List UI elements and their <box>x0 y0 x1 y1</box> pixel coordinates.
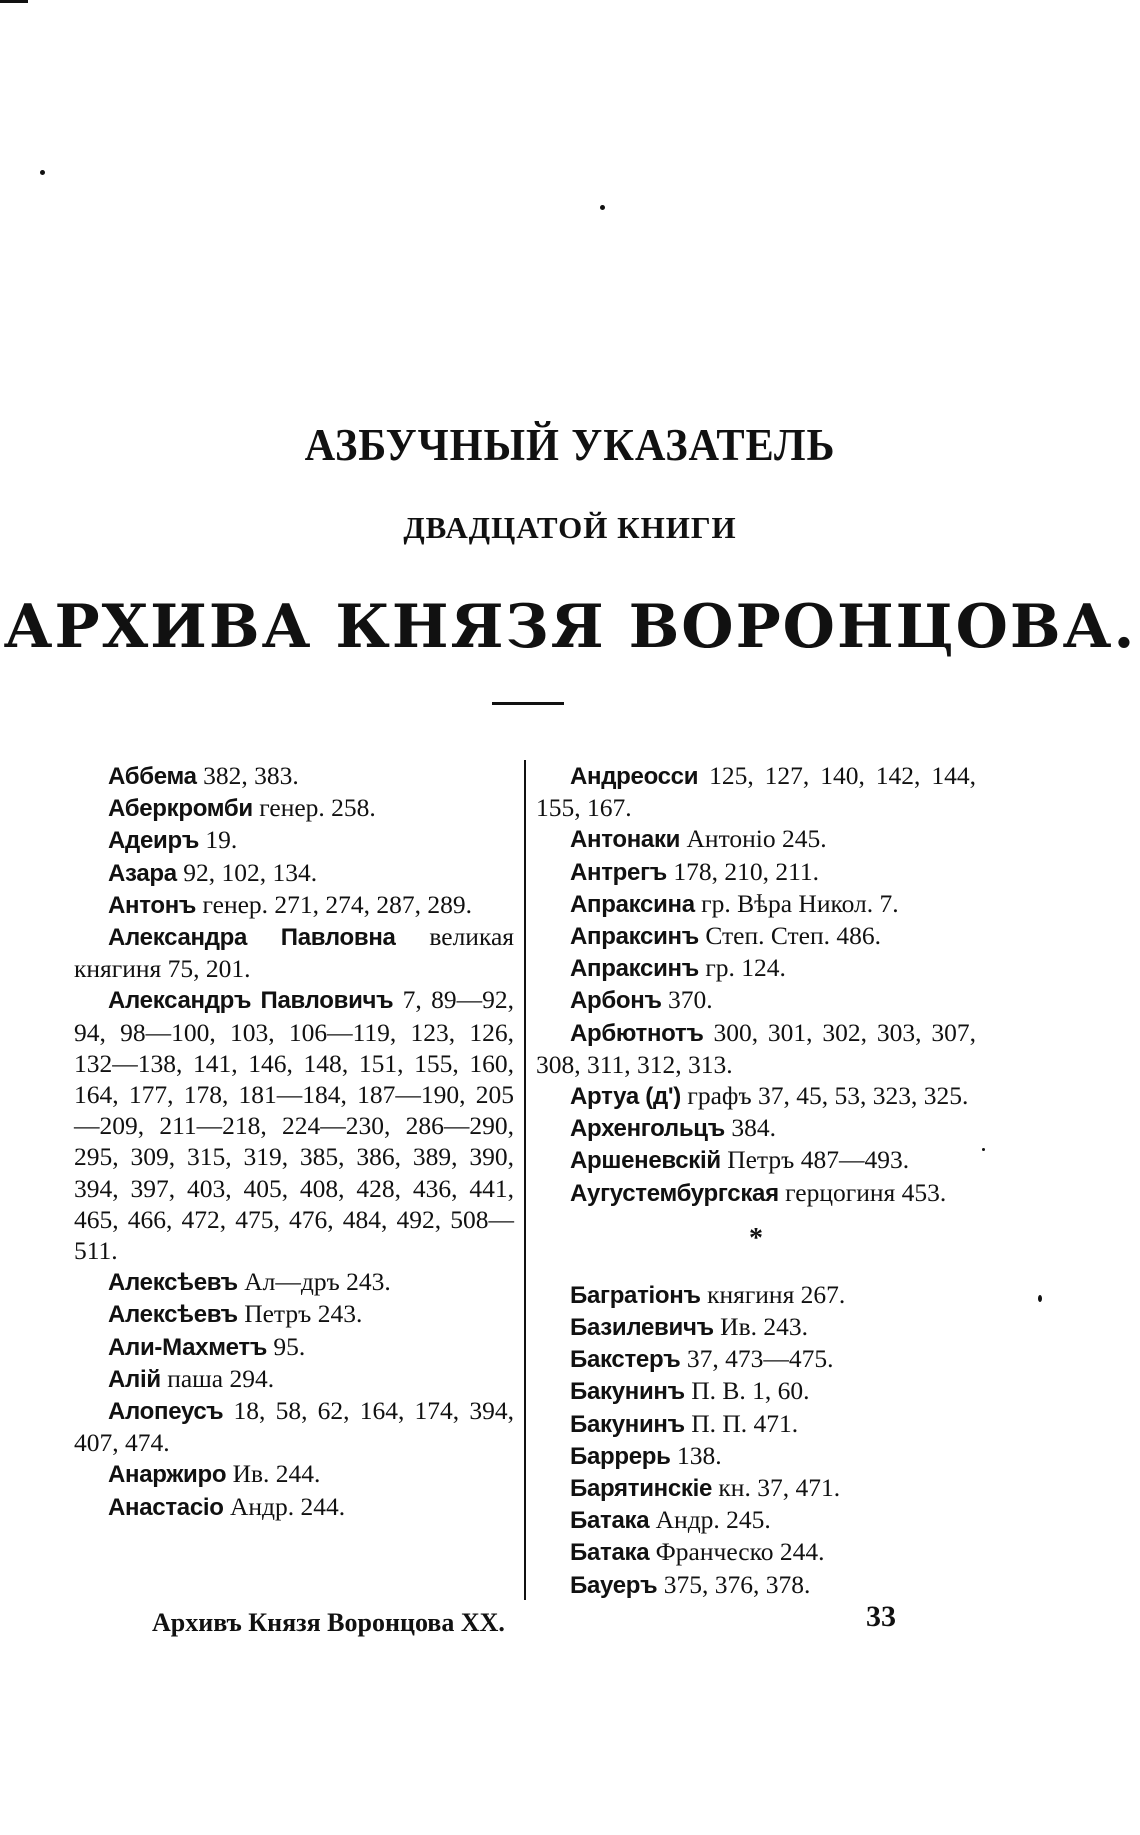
entry-references: Андр. 245. <box>649 1505 771 1535</box>
entry-name: Александръ Павловичъ <box>108 987 394 1015</box>
entry-references: 300, 301, 302, 303, 307, 308, 311, 312, 313. <box>536 1017 976 1079</box>
index-entry <box>536 1536 976 1568</box>
entry-name: Андреосси <box>570 763 699 790</box>
index-entry <box>74 792 514 824</box>
entry-name: Аберкромби <box>108 795 253 823</box>
entry-name: Батака <box>570 1507 650 1535</box>
entry-name: Артуа (д') <box>570 1083 682 1111</box>
scan-speck <box>600 205 605 210</box>
index-entry <box>74 1363 514 1395</box>
entry-name: Алексѣевъ <box>108 1301 238 1329</box>
entry-name: Арбютнотъ <box>570 1019 704 1047</box>
entry-name: Архенгольцъ <box>570 1115 725 1143</box>
letter-a-entries <box>536 760 976 1209</box>
entry-references: Петръ 487—493. <box>720 1145 910 1175</box>
index-entry <box>536 1440 976 1472</box>
index-entry <box>536 1112 976 1144</box>
entry-references: генер. 271, 274, 287, 289. <box>196 889 473 919</box>
index-entry <box>536 856 976 888</box>
entry-references: Петръ 243. <box>237 1299 363 1329</box>
entry-name: Анастасіо <box>108 1493 224 1521</box>
index-entry <box>536 1472 976 1504</box>
entry-references: 138. <box>670 1440 722 1470</box>
entry-name: Анаржиро <box>108 1461 227 1489</box>
entry-references: 95. <box>267 1331 306 1361</box>
index-entry <box>74 1395 514 1458</box>
entry-name: Александра Павловна <box>108 924 396 952</box>
entry-references: гр. Вѣра Никол. 7. <box>694 888 899 918</box>
scan-speck <box>1038 1295 1042 1302</box>
index-entry <box>74 1266 514 1298</box>
entry-references: Ив. 244. <box>226 1459 321 1489</box>
entry-name: Адеиръ <box>108 827 200 855</box>
entry-name: Апраксинъ <box>570 923 699 951</box>
index-entry <box>536 823 976 855</box>
entry-references: 178, 210, 211. <box>666 856 820 886</box>
entry-references: Ал—дръ 243. <box>237 1267 391 1297</box>
right-index-column <box>536 760 976 1601</box>
entry-references: графъ 37, 45, 53, 323, 325. <box>681 1081 969 1111</box>
entry-name: Бакунинъ <box>570 1378 685 1406</box>
entry-references: 370. <box>661 985 713 1015</box>
entry-name: Алексѣевъ <box>108 1269 238 1297</box>
index-entry <box>536 1504 976 1536</box>
index-entry <box>536 1311 976 1343</box>
entry-name: Бакунинъ <box>570 1410 685 1438</box>
entry-references: 19. <box>199 825 238 855</box>
footer-signature: Архивъ Князя Воронцова XX. <box>152 1608 505 1637</box>
scan-speck <box>40 170 45 175</box>
scan-speck <box>0 0 28 3</box>
entry-name: Аугустембургская <box>570 1179 779 1207</box>
entry-name: Азара <box>108 859 177 887</box>
entry-references: 92, 102, 134. <box>176 857 318 887</box>
scan-speck <box>982 1148 985 1151</box>
entry-references: кн. 37, 471. <box>712 1473 841 1503</box>
left-index-column <box>74 760 514 1523</box>
entry-references: 18, 58, 62, 164, 174, 394, 407, 474. <box>74 1396 514 1458</box>
entry-references: паша 294. <box>160 1363 275 1393</box>
index-entry <box>536 984 976 1016</box>
entry-name: Арбонъ <box>570 987 662 1015</box>
entry-name: Апраксина <box>570 890 695 918</box>
entry-references: Антоніо 245. <box>680 824 827 854</box>
entry-name: Али-Махметъ <box>108 1333 268 1361</box>
index-entry <box>74 1491 514 1523</box>
entry-references: Андр. 244. <box>223 1491 346 1521</box>
index-entry <box>74 889 514 921</box>
entry-name: Аббема <box>108 763 197 790</box>
index-entry <box>536 1177 976 1209</box>
archive-title: АРХИВА КНЯЗЯ ВОРОНЦОВА. <box>3 592 1137 662</box>
index-entry <box>536 920 976 952</box>
index-entry <box>536 1569 976 1601</box>
index-entry <box>536 952 976 984</box>
index-entry <box>74 1298 514 1330</box>
index-entry <box>74 921 514 984</box>
entry-references: герцогиня 453. <box>778 1177 947 1207</box>
index-entry <box>536 1144 976 1176</box>
entry-references: 125, 127, 140, 142, 144, 155, 167. <box>536 761 976 823</box>
index-entry <box>536 1279 976 1311</box>
column-divider <box>524 760 526 1600</box>
entry-references: 384. <box>724 1113 776 1143</box>
entry-references: княгиня 267. <box>700 1279 846 1309</box>
index-entry <box>536 1080 976 1112</box>
page-number: 33 <box>866 1600 896 1633</box>
index-entry <box>74 1331 514 1363</box>
entry-name: Бауеръ <box>570 1571 658 1599</box>
entry-name: Антонаки <box>570 826 681 854</box>
index-entry <box>536 760 976 823</box>
entry-references: Степ. Степ. 486. <box>698 921 881 951</box>
entry-references: 37, 473—475. <box>680 1344 834 1374</box>
entry-name: Алопеусъ <box>108 1398 224 1426</box>
entry-references: генер. 258. <box>252 793 376 823</box>
entry-name: Апраксинъ <box>570 955 699 983</box>
entry-references: 382, 383. <box>196 761 299 790</box>
entry-name: Барятинскіе <box>570 1475 713 1503</box>
index-subtitle: ДВАДЦАТОЙ КНИГИ <box>403 510 737 545</box>
entry-name: Багратіонъ <box>570 1281 701 1309</box>
entry-references: гр. 124. <box>698 953 786 983</box>
entry-references: 375, 376, 378. <box>657 1569 811 1599</box>
entry-references: П. В. 1, 60. <box>684 1376 810 1406</box>
index-entry <box>536 888 976 920</box>
index-entry <box>536 1375 976 1407</box>
entry-name: Баррерь <box>570 1442 671 1470</box>
index-entry <box>536 1017 976 1080</box>
entry-name: Алій <box>108 1365 161 1393</box>
entry-name: Антонъ <box>108 891 197 919</box>
entry-name: Базилевичъ <box>570 1314 714 1342</box>
index-entry <box>536 1408 976 1440</box>
index-entry <box>536 1343 976 1375</box>
entry-references: Ив. 243. <box>713 1312 809 1342</box>
index-entry <box>74 760 514 792</box>
entry-name: Бакстеръ <box>570 1346 681 1374</box>
entry-references: 7, 89—92, 94, 98—100, 103, 106—119, 123, 126, 132—138, 141, 146, 148, 151, 155, 160, 164, 177, 178, 181—184, 187—190, 205—209, 211—218, 224—230, 286—290, 295, 309, 315, 319, 385, 386, 389, 390, 394, 397, 403, 405, 408, 428, 436, 441, 465, 466, 472, 475, 476, 484, 492, 508—511. <box>74 985 514 1266</box>
index-entry <box>74 984 514 1266</box>
index-entry <box>74 824 514 856</box>
entry-references: Франческо 244. <box>649 1537 825 1567</box>
entry-name: Антрегъ <box>570 858 667 886</box>
entry-references: великая княгиня 75, 201. <box>74 922 514 984</box>
section-separator: * <box>749 1222 763 1254</box>
entry-references: П. П. 471. <box>684 1408 799 1438</box>
entry-name: Батака <box>570 1539 650 1567</box>
index-title: АЗБУЧНЫЙ УКАЗАТЕЛЬ <box>304 419 836 470</box>
letter-b-entries <box>536 1279 976 1601</box>
entry-name: Аршеневскій <box>570 1147 721 1175</box>
index-entry <box>74 857 514 889</box>
title-rule <box>492 702 564 705</box>
index-entry <box>74 1458 514 1490</box>
